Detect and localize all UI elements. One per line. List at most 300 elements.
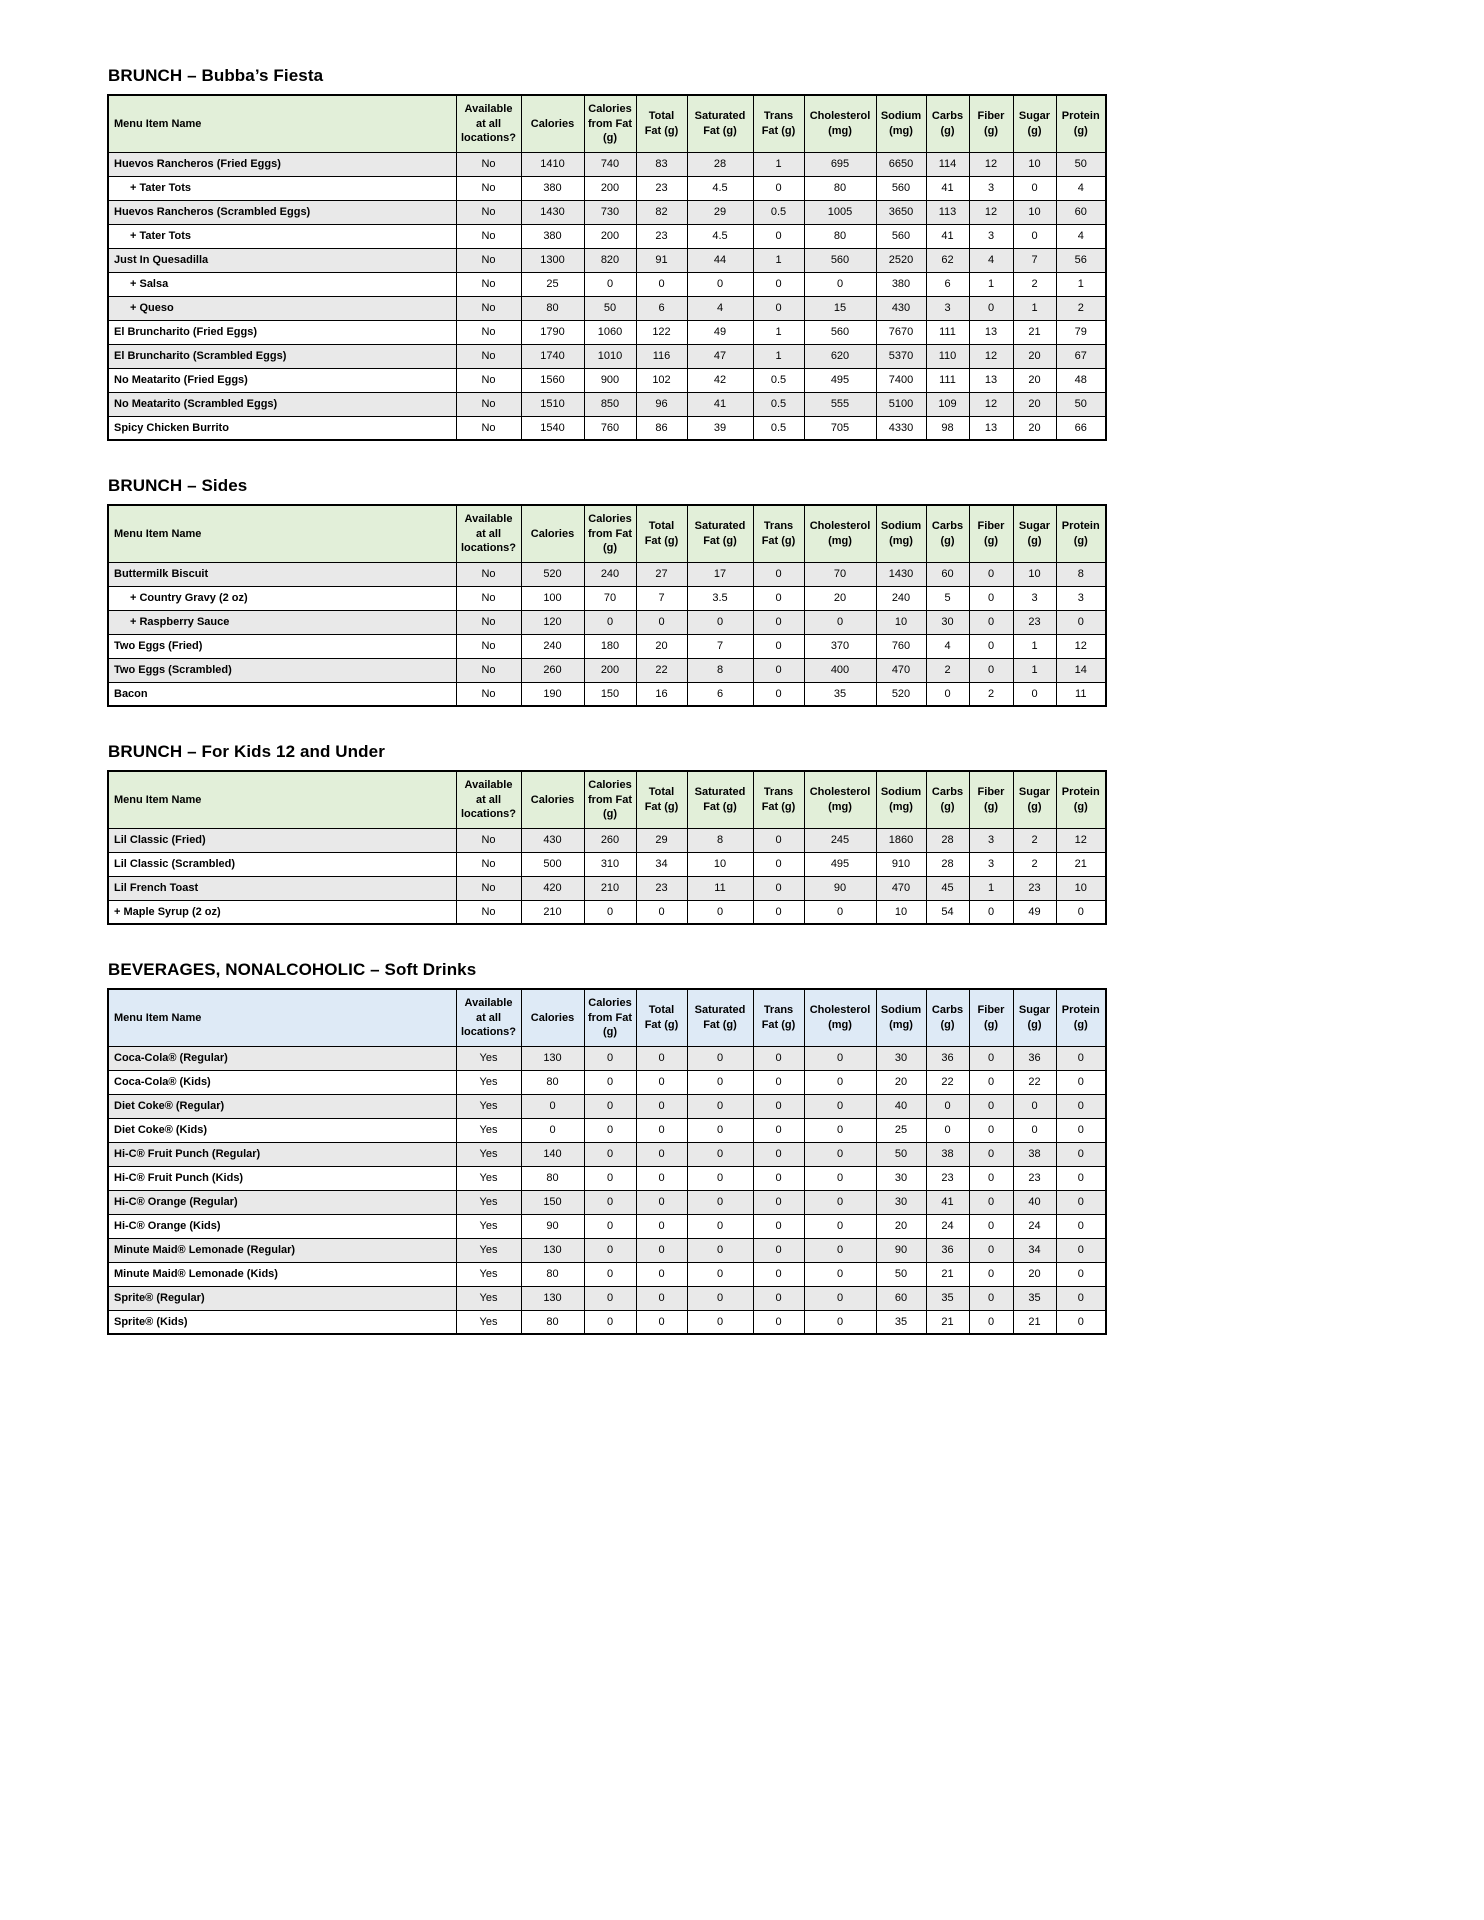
column-header: Cholesterol (mg) (804, 989, 876, 1046)
nutrition-value: Yes (456, 1094, 521, 1118)
nutrition-value: No (456, 634, 521, 658)
column-header: Protein (g) (1056, 505, 1106, 562)
nutrition-value: 0 (636, 1142, 687, 1166)
column-header: Trans Fat (g) (753, 771, 804, 828)
nutrition-value: 5370 (876, 344, 926, 368)
nutrition-value: 0 (1056, 1142, 1106, 1166)
nutrition-value: No (456, 682, 521, 706)
nutrition-value: No (456, 152, 521, 176)
column-header: Sodium (mg) (876, 95, 926, 152)
column-header: Fiber (g) (969, 771, 1013, 828)
nutrition-value: 760 (584, 416, 636, 440)
nutrition-value: No (456, 828, 521, 852)
nutrition-value: 0 (969, 586, 1013, 610)
column-header: Total Fat (g) (636, 771, 687, 828)
nutrition-value: 0 (1013, 1094, 1056, 1118)
nutrition-value: 0 (1013, 176, 1056, 200)
table-row (108, 368, 1106, 392)
nutrition-value: 6 (687, 682, 753, 706)
nutrition-value: 0 (687, 1118, 753, 1142)
nutrition-value: 44 (687, 248, 753, 272)
nutrition-value: 0 (926, 682, 969, 706)
nutrition-value: 4 (1056, 176, 1106, 200)
nutrition-value: 90 (804, 876, 876, 900)
nutrition-value: 0 (687, 1190, 753, 1214)
table-row (108, 1142, 1106, 1166)
menu-item-name: Huevos Rancheros (Fried Eggs) (108, 152, 456, 176)
nutrition-value: 0 (687, 1310, 753, 1334)
column-header: Saturated Fat (g) (687, 505, 753, 562)
nutrition-value: Yes (456, 1310, 521, 1334)
nutrition-value: 62 (926, 248, 969, 272)
column-header: Sugar (g) (1013, 505, 1056, 562)
nutrition-value: 0 (753, 1046, 804, 1070)
nutrition-value: 0 (804, 1262, 876, 1286)
table-row (108, 658, 1106, 682)
nutrition-value: 0 (636, 1190, 687, 1214)
column-header: Total Fat (g) (636, 505, 687, 562)
nutrition-value: 240 (584, 562, 636, 586)
nutrition-value: 34 (636, 852, 687, 876)
nutrition-value: 0 (753, 658, 804, 682)
nutrition-value: 2 (1056, 296, 1106, 320)
nutrition-value: No (456, 876, 521, 900)
table-row (108, 272, 1106, 296)
column-header: Protein (g) (1056, 771, 1106, 828)
column-header: Cholesterol (mg) (804, 771, 876, 828)
nutrition-value: 150 (521, 1190, 584, 1214)
nutrition-value: 0 (687, 1214, 753, 1238)
nutrition-value: 0 (636, 1094, 687, 1118)
nutrition-value: 80 (521, 1166, 584, 1190)
nutrition-value: Yes (456, 1142, 521, 1166)
menu-item-name: Diet Coke® (Kids) (108, 1118, 456, 1142)
nutrition-value: 0 (753, 586, 804, 610)
nutrition-value: 12 (1056, 634, 1106, 658)
table-row (108, 1118, 1106, 1142)
nutrition-value: 0 (1056, 610, 1106, 634)
nutrition-value: 0 (1013, 224, 1056, 248)
nutrition-value: No (456, 562, 521, 586)
nutrition-value: 36 (926, 1046, 969, 1070)
nutrition-value: 20 (876, 1214, 926, 1238)
column-header: Menu Item Name (108, 771, 456, 828)
nutrition-value: 2 (969, 682, 1013, 706)
nutrition-value: 0 (969, 658, 1013, 682)
nutrition-value: 3650 (876, 200, 926, 224)
nutrition-value: 4 (687, 296, 753, 320)
nutrition-value: 2 (1013, 852, 1056, 876)
nutrition-value: 29 (687, 200, 753, 224)
nutrition-value: 6 (636, 296, 687, 320)
menu-item-name: Two Eggs (Fried) (108, 634, 456, 658)
menu-item-name: Minute Maid® Lemonade (Kids) (108, 1262, 456, 1286)
column-header: Calories (521, 505, 584, 562)
nutrition-value: 0 (804, 1118, 876, 1142)
nutrition-value: 0 (687, 1094, 753, 1118)
nutrition-value: 0 (969, 1214, 1013, 1238)
nutrition-value: 60 (1056, 200, 1106, 224)
nutrition-value: 30 (876, 1046, 926, 1070)
column-header: Cholesterol (mg) (804, 95, 876, 152)
nutrition-value: 30 (926, 610, 969, 634)
nutrition-value: 0 (969, 610, 1013, 634)
nutrition-value: 41 (926, 224, 969, 248)
nutrition-value: 23 (636, 876, 687, 900)
nutrition-value: 66 (1056, 416, 1106, 440)
nutrition-value: 50 (876, 1142, 926, 1166)
nutrition-value: 8 (1056, 562, 1106, 586)
table-row (108, 1286, 1106, 1310)
column-header: Menu Item Name (108, 505, 456, 562)
nutrition-value: No (456, 368, 521, 392)
nutrition-value: 50 (584, 296, 636, 320)
nutrition-value: 79 (1056, 320, 1106, 344)
nutrition-value: 1 (753, 248, 804, 272)
menu-item-name: Lil French Toast (108, 876, 456, 900)
nutrition-value: 4 (1056, 224, 1106, 248)
nutrition-value: Yes (456, 1118, 521, 1142)
nutrition-value: 0 (753, 876, 804, 900)
nutrition-value: 10 (876, 610, 926, 634)
nutrition-value: 60 (876, 1286, 926, 1310)
table-row (108, 900, 1106, 924)
nutrition-value: 0 (753, 610, 804, 634)
nutrition-value: 21 (926, 1310, 969, 1334)
nutrition-value: 560 (804, 248, 876, 272)
menu-item-name: Hi-C® Orange (Kids) (108, 1214, 456, 1238)
nutrition-value: 0 (804, 900, 876, 924)
nutrition-value: Yes (456, 1262, 521, 1286)
nutrition-value: 35 (1013, 1286, 1056, 1310)
menu-item-name: + Queso (108, 296, 456, 320)
nutrition-value: 0 (804, 1238, 876, 1262)
nutrition-value: 520 (876, 682, 926, 706)
nutrition-value: 40 (1013, 1190, 1056, 1214)
nutrition-value: 3 (926, 296, 969, 320)
nutrition-value: 22 (1013, 1070, 1056, 1094)
nutrition-value: 820 (584, 248, 636, 272)
nutrition-value: 20 (1013, 368, 1056, 392)
table-row (108, 1070, 1106, 1094)
table-row (108, 1310, 1106, 1334)
nutrition-value: 1 (969, 272, 1013, 296)
nutrition-value: 0 (687, 272, 753, 296)
nutrition-value: 0 (636, 900, 687, 924)
column-header: Trans Fat (g) (753, 95, 804, 152)
nutrition-value: 0 (584, 1094, 636, 1118)
nutrition-value: 70 (804, 562, 876, 586)
nutrition-value: No (456, 900, 521, 924)
nutrition-value: 0 (636, 1118, 687, 1142)
nutrition-value: 1 (753, 152, 804, 176)
nutrition-value: 200 (584, 224, 636, 248)
header-row (108, 989, 1106, 1046)
nutrition-value: 48 (1056, 368, 1106, 392)
nutrition-value: 20 (1013, 344, 1056, 368)
nutrition-value: Yes (456, 1070, 521, 1094)
nutrition-value: 38 (926, 1142, 969, 1166)
table-row (108, 562, 1106, 586)
nutrition-value: 0 (636, 610, 687, 634)
nutrition-value: 22 (926, 1070, 969, 1094)
nutrition-value: 0 (1056, 1238, 1106, 1262)
nutrition-value: 3 (969, 224, 1013, 248)
nutrition-value: No (456, 272, 521, 296)
nutrition-value: 0 (804, 1286, 876, 1310)
nutrition-value: 1 (1013, 296, 1056, 320)
nutrition-value: 0 (969, 1142, 1013, 1166)
header-row (108, 771, 1106, 828)
nutrition-value: 60 (926, 562, 969, 586)
nutrition-value: 23 (1013, 1166, 1056, 1190)
column-header: Saturated Fat (g) (687, 95, 753, 152)
nutrition-value: 1 (969, 876, 1013, 900)
nutrition-value: 1060 (584, 320, 636, 344)
nutrition-value: 12 (969, 392, 1013, 416)
nutrition-value: Yes (456, 1046, 521, 1070)
nutrition-table (107, 94, 1107, 441)
nutrition-value: No (456, 176, 521, 200)
nutrition-value: 0 (1056, 1190, 1106, 1214)
nutrition-value: 0 (636, 1046, 687, 1070)
nutrition-value: 80 (521, 1262, 584, 1286)
nutrition-value: 2 (926, 658, 969, 682)
column-header: Carbs (g) (926, 95, 969, 152)
nutrition-value: 102 (636, 368, 687, 392)
table-row (108, 682, 1106, 706)
nutrition-value: No (456, 320, 521, 344)
nutrition-value: 14 (1056, 658, 1106, 682)
nutrition-value: 0 (926, 1094, 969, 1118)
nutrition-value: 2 (1013, 272, 1056, 296)
nutrition-value: 245 (804, 828, 876, 852)
nutrition-value: 0 (804, 272, 876, 296)
nutrition-value: 705 (804, 416, 876, 440)
nutrition-value: 0 (584, 610, 636, 634)
menu-item-name: El Bruncharito (Fried Eggs) (108, 320, 456, 344)
nutrition-value: 555 (804, 392, 876, 416)
nutrition-value: Yes (456, 1238, 521, 1262)
column-header: Fiber (g) (969, 95, 1013, 152)
nutrition-value: 740 (584, 152, 636, 176)
nutrition-value: 0 (521, 1094, 584, 1118)
nutrition-value: 0 (521, 1118, 584, 1142)
nutrition-value: 113 (926, 200, 969, 224)
nutrition-value: 0 (584, 1262, 636, 1286)
nutrition-value: 100 (521, 586, 584, 610)
nutrition-value: 0 (753, 1070, 804, 1094)
nutrition-value: 0 (584, 1166, 636, 1190)
nutrition-value: 13 (969, 368, 1013, 392)
nutrition-value: 39 (687, 416, 753, 440)
nutrition-value: 21 (1013, 320, 1056, 344)
nutrition-value: 41 (926, 176, 969, 200)
menu-item-name: + Tater Tots (108, 176, 456, 200)
nutrition-value: 111 (926, 320, 969, 344)
nutrition-value: 30 (876, 1166, 926, 1190)
column-header: Trans Fat (g) (753, 505, 804, 562)
nutrition-value: 380 (521, 176, 584, 200)
nutrition-value: 2520 (876, 248, 926, 272)
menu-item-name: Bacon (108, 682, 456, 706)
nutrition-value: 0 (584, 272, 636, 296)
nutrition-value: 30 (876, 1190, 926, 1214)
nutrition-value: 0 (804, 1310, 876, 1334)
nutrition-value: 56 (1056, 248, 1106, 272)
nutrition-value: 80 (804, 176, 876, 200)
table-body (108, 1046, 1106, 1334)
nutrition-value: 0 (753, 296, 804, 320)
section-title: BRUNCH – Sides (108, 476, 248, 495)
menu-item-name: Lil Classic (Scrambled) (108, 852, 456, 876)
column-header: Carbs (g) (926, 505, 969, 562)
nutrition-value: 0 (584, 1070, 636, 1094)
nutrition-value: 23 (636, 176, 687, 200)
section-title: BRUNCH – Bubba’s Fiesta (108, 66, 324, 85)
nutrition-value: 0 (753, 224, 804, 248)
nutrition-value: No (456, 658, 521, 682)
table-header (108, 989, 1106, 1046)
nutrition-value: 10 (1013, 562, 1056, 586)
nutrition-value: 1410 (521, 152, 584, 176)
nutrition-value: 10 (1056, 876, 1106, 900)
nutrition-value: 1560 (521, 368, 584, 392)
menu-item-name: Just In Quesadilla (108, 248, 456, 272)
nutrition-value: 27 (636, 562, 687, 586)
column-header: Sodium (mg) (876, 505, 926, 562)
nutrition-value: 0 (687, 1238, 753, 1262)
nutrition-value: 83 (636, 152, 687, 176)
table-row (108, 1214, 1106, 1238)
nutrition-value: 430 (521, 828, 584, 852)
nutrition-value: 10 (876, 900, 926, 924)
nutrition-value: 20 (804, 586, 876, 610)
nutrition-value: 0 (753, 1118, 804, 1142)
nutrition-value: 5100 (876, 392, 926, 416)
nutrition-value: Yes (456, 1190, 521, 1214)
menu-item-name: Minute Maid® Lemonade (Regular) (108, 1238, 456, 1262)
nutrition-value: No (456, 610, 521, 634)
nutrition-value: 111 (926, 368, 969, 392)
nutrition-value: 90 (521, 1214, 584, 1238)
nutrition-value: 260 (521, 658, 584, 682)
nutrition-value: 23 (636, 224, 687, 248)
nutrition-value: 90 (876, 1238, 926, 1262)
table-row (108, 344, 1106, 368)
nutrition-value: 0 (584, 1190, 636, 1214)
table-row (108, 1094, 1106, 1118)
nutrition-value: 560 (804, 320, 876, 344)
table-row (108, 634, 1106, 658)
nutrition-value: 15 (804, 296, 876, 320)
nutrition-value: 0 (1056, 1118, 1106, 1142)
nutrition-value: 70 (584, 586, 636, 610)
nutrition-value: 0 (753, 634, 804, 658)
nutrition-value: 310 (584, 852, 636, 876)
section-brunch-kids (107, 742, 1484, 925)
nutrition-value: 0 (584, 1118, 636, 1142)
nutrition-value: 130 (521, 1238, 584, 1262)
nutrition-value: 0 (753, 1094, 804, 1118)
nutrition-value: 80 (521, 1310, 584, 1334)
nutrition-value: 0 (1056, 1262, 1106, 1286)
nutrition-value: 180 (584, 634, 636, 658)
nutrition-value: 28 (926, 852, 969, 876)
nutrition-value: 0 (753, 272, 804, 296)
nutrition-value: 25 (521, 272, 584, 296)
nutrition-value: 0 (584, 1310, 636, 1334)
nutrition-value: 50 (1056, 392, 1106, 416)
nutrition-value: 0 (636, 1070, 687, 1094)
nutrition-value: 1 (1056, 272, 1106, 296)
nutrition-value: 10 (1013, 152, 1056, 176)
nutrition-value: 0 (753, 1166, 804, 1190)
column-header: Calories from Fat (g) (584, 771, 636, 828)
nutrition-value: 1790 (521, 320, 584, 344)
nutrition-value: 0 (969, 1310, 1013, 1334)
column-header: Fiber (g) (969, 505, 1013, 562)
nutrition-value: 380 (521, 224, 584, 248)
nutrition-value: 12 (969, 200, 1013, 224)
nutrition-value: 21 (926, 1262, 969, 1286)
menu-item-name: Lil Classic (Fried) (108, 828, 456, 852)
nutrition-value: 8 (687, 658, 753, 682)
menu-item-name: No Meatarito (Fried Eggs) (108, 368, 456, 392)
nutrition-value: 0 (969, 634, 1013, 658)
table-body (108, 562, 1106, 706)
nutrition-value: 0.5 (753, 416, 804, 440)
nutrition-value: 20 (1013, 416, 1056, 440)
nutrition-value: 0 (1056, 1046, 1106, 1070)
table-row (108, 320, 1106, 344)
nutrition-value: 12 (969, 344, 1013, 368)
nutrition-value: 0.5 (753, 200, 804, 224)
nutrition-value: 3 (969, 828, 1013, 852)
nutrition-value: No (456, 852, 521, 876)
column-header: Menu Item Name (108, 989, 456, 1046)
nutrition-value: 5 (926, 586, 969, 610)
nutrition-value: 0.5 (753, 392, 804, 416)
nutrition-value: 400 (804, 658, 876, 682)
nutrition-value: 22 (636, 658, 687, 682)
nutrition-value: 0 (636, 1310, 687, 1334)
nutrition-value: 0 (753, 1310, 804, 1334)
nutrition-value: 0 (969, 1238, 1013, 1262)
nutrition-value: 0 (753, 1262, 804, 1286)
nutrition-value: 420 (521, 876, 584, 900)
nutrition-value: 0 (969, 296, 1013, 320)
nutrition-value: 0 (687, 1142, 753, 1166)
nutrition-value: 620 (804, 344, 876, 368)
table-row (108, 586, 1106, 610)
column-header: Calories (521, 989, 584, 1046)
menu-item-name: No Meatarito (Scrambled Eggs) (108, 392, 456, 416)
nutrition-value: 21 (1056, 852, 1106, 876)
nutrition-value: 1540 (521, 416, 584, 440)
menu-item-name: Buttermilk Biscuit (108, 562, 456, 586)
column-header: Available at all locations? (456, 505, 521, 562)
nutrition-value: 0 (926, 1118, 969, 1142)
nutrition-value: 13 (969, 320, 1013, 344)
nutrition-value: 3 (1056, 586, 1106, 610)
nutrition-value: 0 (687, 1286, 753, 1310)
nutrition-value: 500 (521, 852, 584, 876)
nutrition-value: 140 (521, 1142, 584, 1166)
column-header: Fiber (g) (969, 989, 1013, 1046)
column-header: Carbs (g) (926, 771, 969, 828)
nutrition-value: 0 (969, 1118, 1013, 1142)
